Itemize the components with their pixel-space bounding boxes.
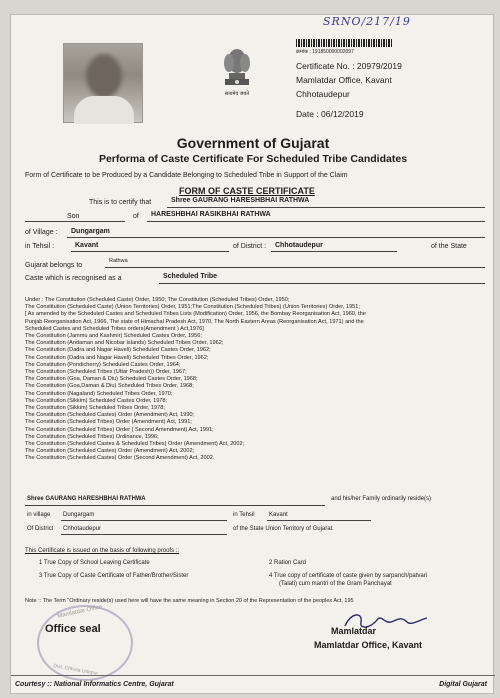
footer-digital-gujarat: Digital Gujarat bbox=[439, 681, 487, 688]
residence-name-underline bbox=[25, 505, 325, 506]
family-reside-text: and his/her Family ordinarily reside(s) bbox=[331, 496, 432, 502]
constitution-orders-list bbox=[25, 297, 465, 463]
page-footer bbox=[11, 675, 495, 695]
order-line: The Constitution (Sikkim) Scheduled Castes Order, 1978; bbox=[25, 397, 168, 404]
state-label: of the State bbox=[431, 243, 467, 250]
tehsil-label: in Tehsil : bbox=[25, 243, 55, 250]
issuing-place: Chhotaudepur bbox=[296, 89, 350, 99]
office-seal-label: Office seal bbox=[45, 623, 101, 635]
proof-4: 4 True copy of certificate of caste given by sarpanch/patvari bbox=[269, 573, 428, 579]
issued-basis-heading: This Certificate is issued on the basis of following proofs :: bbox=[25, 548, 180, 554]
government-title: Government of Gujarat bbox=[176, 135, 330, 151]
order-line: Scheduled Castes and Scheduled Tribes orders(Amendment ) Act,1976] bbox=[25, 325, 204, 332]
certificate-page bbox=[10, 14, 494, 694]
residence-name: Shree GAURANG HARESHBHAI RATHWA bbox=[27, 496, 146, 502]
tribe-underline bbox=[105, 267, 485, 268]
res-village-underline bbox=[61, 520, 227, 521]
res-state-text: of the State Union Territory of Gujarat. bbox=[233, 526, 334, 532]
gujarat-label: Gujarat belongs to bbox=[25, 262, 83, 269]
order-line: The Constitution (Goa, Daman & Diu) Scheduled Castes Order, 1968; bbox=[25, 376, 198, 383]
category-underline bbox=[159, 283, 485, 284]
order-line: The Constitution (Scheduled Castes) Order (Amendment) Act, 2002; bbox=[25, 448, 195, 455]
tribe-value: Rathwa bbox=[109, 258, 128, 264]
village-value: Dungargam bbox=[71, 228, 110, 235]
candidate-name: Shree GAURANG HARESHBHAI RATHWA bbox=[171, 197, 310, 204]
order-line: The Constitution (Scheduled Caste) (Union Territories) Order, 1951;The Constitution (Scheduled Tribes) (Union Territories) Order, 1951; bbox=[25, 304, 360, 311]
relation-value: Son bbox=[67, 213, 80, 220]
candidate-name-underline bbox=[167, 207, 485, 208]
tehsil-underline bbox=[71, 251, 229, 252]
order-line: The Constitution (Nagaland) Scheduled Tribes Order, 1970; bbox=[25, 390, 173, 397]
res-tehsil-value: Kavant bbox=[269, 512, 288, 518]
seal-ring-text-top: Mamlatdar Office bbox=[56, 604, 103, 620]
relation-underline bbox=[25, 221, 125, 222]
signatory-office: Mamlatdar Office, Kavant bbox=[314, 640, 423, 650]
photo-face bbox=[86, 54, 122, 98]
village-underline bbox=[67, 237, 485, 238]
order-line: The Constitution (Andaman and Nicobar Islands) Scheduled Tribes Order, 1962; bbox=[25, 340, 224, 347]
proof-1: 1 True Copy of School Leaving Certificate bbox=[39, 560, 150, 566]
office-seal-stamp bbox=[37, 605, 133, 681]
recognised-label: Caste which is recognised as a bbox=[25, 275, 122, 282]
certify-label: This is to certify that bbox=[89, 199, 152, 206]
order-line: The Constitution (Jammu and Kashmir) Scheduled Castes Order, 1956; bbox=[25, 333, 202, 340]
form-title: FORM OF CASTE CERTIFICATE bbox=[179, 186, 315, 196]
district-underline bbox=[271, 251, 397, 252]
res-tehsil-label: in Tehsil bbox=[233, 512, 255, 518]
applicant-photo bbox=[63, 43, 143, 123]
order-line: Under : The Constitution (Scheduled Caste) Order, 1950; The Constitution (Scheduled Tribes) Order, 1950; bbox=[25, 297, 290, 303]
res-village-value: Dungargam bbox=[63, 512, 95, 518]
order-line: The Constitution (Scheduled Castes) Order (Second Amendment) Act, 2002. bbox=[25, 455, 215, 462]
order-line: The Constitution (Scheduled Tribes) Order ( Second Amendment) Act, 1991; bbox=[25, 426, 214, 433]
issue-date: Date : 06/12/2019 bbox=[296, 109, 364, 119]
district-value: Chhotaudepur bbox=[275, 242, 323, 249]
order-line: The Constitution (Scheduled Tribes) Order (Amendment) Act, 1991; bbox=[25, 419, 192, 426]
parent-name: HARESHBHAI RASIKBHAI RATHWA bbox=[151, 211, 271, 218]
proof-2: 2 Ration Card bbox=[269, 560, 307, 566]
order-line: The Constitution (Pondicherry) Scheduled Castes Order, 1964; bbox=[25, 361, 181, 368]
issuing-office: Mamlatdar Office, Kavant bbox=[296, 75, 392, 85]
category-value: Scheduled Tribe bbox=[163, 273, 218, 280]
footer-courtesy: Courtesy :: National Informatics Centre, Gujarat bbox=[15, 681, 174, 688]
emblem-caption: सत्यमेव जयते bbox=[224, 91, 250, 97]
proof-4-continued: (Talati) cum mantri of the Gram Panchayat bbox=[279, 581, 392, 587]
order-line: The Constitution (Scheduled Tribes) Ordinance, 1996; bbox=[25, 433, 159, 440]
res-district-label: Of District bbox=[27, 526, 54, 532]
certificate-number: Certificate No. : 20979/2019 bbox=[296, 61, 402, 71]
photo-shirt bbox=[74, 96, 134, 124]
tehsil-value: Kavant bbox=[75, 242, 99, 249]
form-subtitle: Form of Certificate to be Produced by a Candidate Belonging to Scheduled Tribe in Support of the Claim bbox=[25, 172, 348, 179]
handwritten-serial-note: SRNO/217/19 bbox=[323, 15, 411, 28]
seal-ring-text-bottom: Dist. Chhota Udepur bbox=[52, 663, 99, 677]
res-district-underline bbox=[61, 534, 227, 535]
order-line: The Constitution (Dadra and Nagar Haveli) Scheduled Castes Order, 1962; bbox=[25, 347, 211, 354]
residence-note: Note :: The Term "Ordinary reside(s) used here will have the same meaning in Section 20 of the Representation of the peoples Act, 195 bbox=[25, 598, 354, 604]
order-line: The Constitution (Goa,Daman & Diu) Scheduled Tribes Order, 1968; bbox=[25, 383, 194, 390]
res-district-value: Chhotaudepur bbox=[63, 526, 102, 532]
order-line: The Constitution (Sikkim) Scheduled Tribes Order, 1978; bbox=[25, 405, 165, 412]
res-tehsil-underline bbox=[267, 520, 371, 521]
performa-title: Performa of Caste Certificate For Scheduled Tribe Candidates bbox=[98, 153, 408, 165]
village-label: of Village : bbox=[25, 229, 58, 236]
order-line: The Constitution (Scheduled Tribes (Uttar Pradesh)) Order, 1967; bbox=[25, 369, 187, 376]
order-line: The Constitution (Dadra and Nagar Haveli) Scheduled Tribes Order, 1962; bbox=[25, 354, 209, 361]
district-label: of District : bbox=[233, 243, 267, 250]
order-line: [ As amended by the Scheduled Castes and Scheduled Tribes Lists (Modification) Order, 1956, the Bombay Reorganisation Act, 1960, the bbox=[25, 311, 366, 318]
res-village-label: in village bbox=[27, 512, 51, 518]
barcode-number: क्रमांक : 191850000002097 bbox=[296, 49, 354, 55]
order-line: Punjab Reorganisation Act, 1966, The state of Himachal Pradesh Act, 1970, The North Eastern Areas (Reorganisation Act, 1971) and the bbox=[25, 318, 364, 325]
national-emblem-icon bbox=[219, 45, 255, 89]
order-line: The Constitution (Scheduled Castes & Scheduled Tribes) Order (Amendment) Act, 2002; bbox=[25, 441, 245, 448]
order-line: The Constitution (Scheduled Castes) Order (Amendment) Act, 1990; bbox=[25, 412, 195, 419]
proof-3: 3 True Copy of Caste Certificate of Father/Brother/Sister bbox=[39, 573, 189, 579]
signatory-title: Mamlatdar bbox=[331, 626, 377, 636]
parent-name-underline bbox=[147, 221, 485, 222]
of-label: of bbox=[133, 213, 139, 220]
barcode bbox=[296, 39, 392, 47]
